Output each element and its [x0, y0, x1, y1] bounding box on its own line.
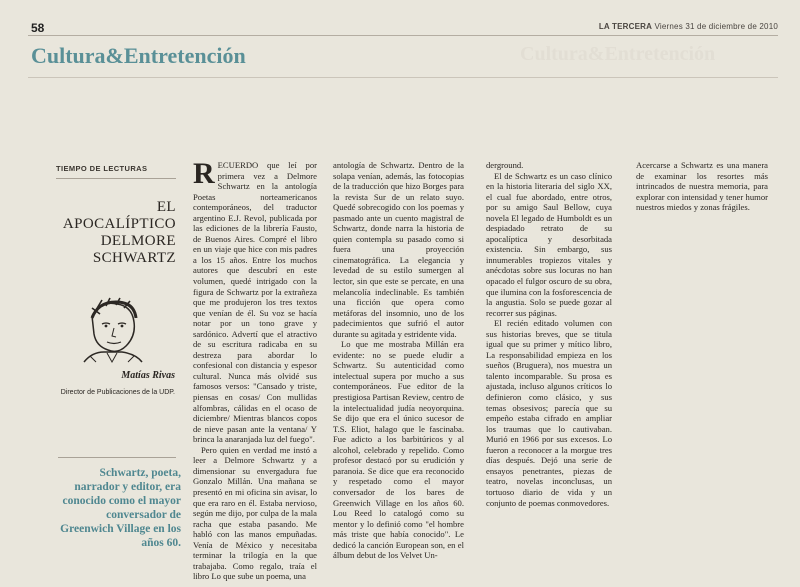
- running-header: [599, 22, 778, 31]
- paragraph: El de Schwartz es un caso clínico en la historia literaria del siglo XX, el cual fue abordado, entre otros, por su amigo Saul Bellow, cuya novela El legado de Humboldt es un despiadado retrato de su apocalíptica y desorbitada existencia. Sin embargo, sus innumerables tropiezos vitales y anécdotas sobre sus locuras no han opacado el fulgor oscuro de su obra, que ilumina con la fosforescencia de la angustia. Solo se puede gozar al recorrer sus páginas.: [486, 170, 612, 318]
- page-number: 58: [31, 21, 45, 35]
- paragraph: [193, 157, 317, 445]
- section-title-bleed: Cultura&Entretención: [520, 43, 716, 65]
- paragraph: derground.: [486, 160, 524, 170]
- paragraph: antología de Schwartz. Dentro de la solapa venían, además, las fotocopias de la traducción que hizo Borges para la revista Sur de un relato suyo. Quedé sobrecogido con los poemas y pasmado ante un cuento magistral de Schwartz, donde narra la historia de quien contempla su pasado como si fuera una proyección cinematográfica. La elegancia y levedad de su estilo sumergen al lector, sin que este se percate, en una melancolía indeclinable. Es también una ficción que opera como metáforas del insomnio, uno de los padecimientos que sufrió el autor durante su agitada y estridente vida.: [333, 160, 464, 339]
- section-rule: [28, 77, 778, 78]
- sidebar: [56, 164, 176, 267]
- pull-quote-rule: [58, 457, 176, 458]
- article-title-line: SCHWARTZ: [92, 250, 176, 266]
- issue-date: Viernes 31 de diciembre de 2010: [654, 22, 778, 31]
- author-name: Matías Rivas: [121, 370, 175, 381]
- article-title-line: DELMORE: [100, 233, 176, 249]
- body-column: [636, 160, 768, 213]
- paragraph: Acercarse a Schwartz es una manera de examinar los resortes más intrincados de nuestra memoria, para explorar con intensidad y tener humor nuestros miedos y zonas frágiles.: [636, 160, 768, 213]
- pull-quote: Schwartz, poeta, narrador y editor, era conocido como el mayor conversador de Greenwich Village en los años 60.: [60, 467, 181, 549]
- author-role: Director de Publicaciones de la UDP.: [60, 389, 175, 396]
- column-label: TIEMPO DE LECTURAS: [56, 164, 148, 173]
- paragraph: Lo que me mostraba Millán era evidente: no se puede eludir a Schwartz. Su autenticidad como intelectual supera por mucho a sus contemporáneos. Fue editor de la prestigiosa Partisan Review, centro de la intelectualidad judía neoyorquina. Se dijo que era el único sucesor de T.S. Eliot, halago que le fascinaba. Fue adicto a los barbitúricos y al alcohol, celebrado y repelido. Como profesor destacó por su erudición y paranoia. Se dice que era reconocido y respetado como el mayor conversador de los bares de Greenwich Village en los años 60. Lou Reed lo catalogó como su mentor y lo definió como "el hombre más triste que había conocido". Le dedicó la canción European son, en el álbum debut de los Velvet Un-: [333, 339, 464, 561]
- body-column: [193, 157, 317, 582]
- paragraph-text: ECUERDO que leí por primera vez a Delmore Schwartz en la antología Poetas norteamericanos contemporáneos, del traductor argentino E.J. Revol, publicada por las ediciones de la librería Fausto, de Buenos Aires. Compré el libro en un viaje que hice con mis padres a los 15 años. Entre los muchos autores que descubrí en este volumen, quedé intrigado con la figura de Schwartz por la extrañeza que me produjeron los tres textos que venían de él. Su voz se hacía notar por un tono grave y sardónico. Advertí que el atractivo de su escritura radicaba en su destreza para abordar lo confesional con distancia y espesor cultural. Nunca más olvidé sus famosos versos: "Cansado y triste, piensas en cosas/ Con mullidas alfombras, cálidas en el ocaso de diciembre/ Mientras blancos copos de nieve pasan ante la ventana/ Y brinca la anaranjada luz del fuego".: [193, 160, 317, 445]
- author-portrait-sketch: [62, 296, 162, 364]
- paragraph: Pero quien en verdad me instó a leer a Delmore Schwartz y a dimensionar su envergadura fue Gonzalo Millán. Una mañana se presentó en mi oficina sin avisar, lo que era raro en él. Estaba nervioso, según me dijo, por culpa de la mala racha que estaba pasando. Me habló con las manos empuñadas. Venía de México y necesitaba terminar la trilogía en la que trabajaba. Como regalo, traía el libro Lo que sube un poema, una: [193, 444, 317, 582]
- drop-cap: R: [193, 157, 215, 190]
- article-title-line: EL: [156, 199, 176, 215]
- body-column: [486, 160, 612, 508]
- body-column: [333, 160, 464, 561]
- article-title-line: APOCALÍPTICO: [62, 216, 176, 232]
- article-title: [56, 199, 176, 267]
- paragraph: El recién editado volumen con sus historias breves, que se titula igual que su primer y mítico libro, La responsabilidad empieza en los sueños (Bruguera), nos muestra un talento incomparable. Su prosa es ajustada, incluso algunos críticos lo definieron como clásico, y sus temas obsesivos; parecía que su empeño estaba cifrado en ampliar los traumas que lo cautivaban. Murió en 1966 por sus excesos. Lo fueron a reconocer a la morgue tres días después. Dejó una serie de ensayos penetrantes, piezas de teatro, novelas inconclusas, un tortuoso diario de vida y un conjunto de poemas conmovedores.: [486, 318, 612, 508]
- publication-name: LA TERCERA: [598, 22, 653, 31]
- column-label-rule: [56, 178, 176, 179]
- header-rule: [28, 35, 778, 36]
- section-title: Cultura&Entretención: [31, 43, 246, 68]
